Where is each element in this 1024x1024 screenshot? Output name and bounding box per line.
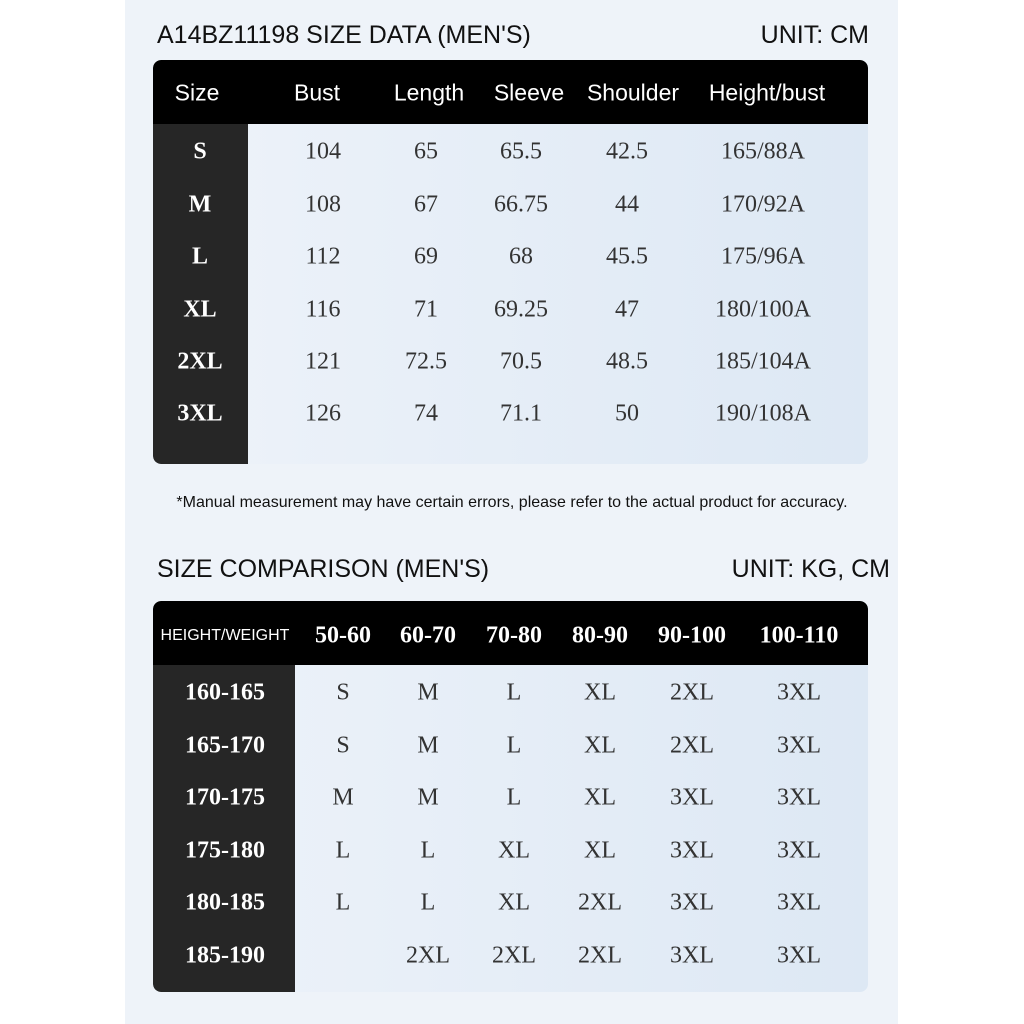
size-data-cell: 104 [305, 138, 341, 165]
comparison-header-cell: 60-70 [400, 622, 456, 649]
size-data-cell: 108 [305, 191, 341, 218]
size-data-title: A14BZ11198 SIZE DATA (MEN'S) [157, 21, 531, 49]
recommended-size-cell: XL [584, 732, 616, 759]
comparison-unit: UNIT: KG, CM [731, 555, 890, 583]
size-data-cell: 112 [305, 243, 341, 270]
size-data-unit: UNIT: CM [760, 21, 869, 49]
size-data-cell: 65.5 [500, 138, 542, 165]
recommended-size-cell: 2XL [670, 679, 714, 706]
size-data-cell: 74 [414, 400, 438, 427]
size-data-header-cell: Sleeve [493, 79, 565, 106]
height-range-label: 160-165 [185, 679, 265, 706]
size-data-cell: 165/88A [721, 138, 805, 165]
size-data-header-cell: Bust [293, 79, 341, 106]
recommended-size-cell: 3XL [777, 942, 821, 969]
size-data-cell: 67 [414, 191, 438, 218]
recommended-size-cell: L [420, 889, 436, 916]
height-range-label: 170-175 [185, 784, 265, 811]
size-data-cell: 44 [615, 191, 639, 218]
recommended-size-cell: 2XL [492, 942, 536, 969]
comparison-header-cell: 100-110 [759, 622, 839, 649]
size-data-cell: 68 [509, 243, 533, 270]
height-range-label: 175-180 [185, 837, 265, 864]
recommended-size-cell: 3XL [777, 889, 821, 916]
size-data-cell: 185/104A [715, 348, 811, 375]
size-data-cell: 70.5 [500, 348, 542, 375]
recommended-size-cell: L [506, 732, 522, 759]
comparison-header-cell: 90-100 [658, 622, 726, 649]
size-label: S [193, 138, 207, 165]
size-data-cell: 180/100A [715, 296, 811, 323]
comparison-header-cell: 70-80 [486, 622, 542, 649]
recommended-size-cell: S [336, 679, 350, 706]
recommended-size-cell: L [506, 784, 522, 811]
recommended-size-cell: XL [584, 679, 616, 706]
height-range-label: 165-170 [185, 732, 265, 759]
recommended-size-cell: 3XL [670, 889, 714, 916]
recommended-size-cell: 3XL [670, 784, 714, 811]
size-data-cell: 50 [615, 400, 639, 427]
size-data-cell: 47 [615, 296, 639, 323]
comparison-header-cell: 50-60 [315, 622, 371, 649]
recommended-size-cell: L [420, 837, 436, 864]
size-data-cell: 69 [414, 243, 438, 270]
size-label: M [188, 191, 212, 218]
recommended-size-cell: S [336, 732, 350, 759]
size-data-header-cell: Size [174, 79, 220, 106]
size-label: XL [183, 296, 217, 323]
recommended-size-cell: L [335, 837, 351, 864]
recommended-size-cell: M [417, 784, 439, 811]
size-data-cell: 190/108A [715, 400, 811, 427]
recommended-size-cell: 2XL [406, 942, 450, 969]
size-data-cell: 126 [305, 400, 341, 427]
size-data-cell: 71 [414, 296, 438, 323]
size-data-cell: 71.1 [500, 400, 542, 427]
recommended-size-cell: 2XL [578, 942, 622, 969]
measurement-note: *Manual measurement may have certain errors, please refer to the actual product for accuracy. [176, 494, 848, 511]
size-data-header-cell: Length [393, 79, 465, 106]
recommended-size-cell: M [332, 784, 354, 811]
recommended-size-cell: 3XL [777, 732, 821, 759]
size-data-cell: 170/92A [721, 191, 805, 218]
size-data-cell: 116 [305, 296, 341, 323]
recommended-size-cell: L [335, 889, 351, 916]
size-data-cell: 72.5 [405, 348, 447, 375]
recommended-size-cell: M [417, 679, 439, 706]
size-data-cell: 42.5 [606, 138, 648, 165]
recommended-size-cell: 2XL [670, 732, 714, 759]
size-data-cell: 66.75 [494, 191, 548, 218]
recommended-size-cell: L [506, 679, 522, 706]
size-data-header-cell: Height/bust [708, 79, 826, 106]
comparison-header-cell: 80-90 [572, 622, 628, 649]
recommended-size-cell: 3XL [777, 679, 821, 706]
height-range-label: 185-190 [185, 942, 265, 969]
recommended-size-cell: XL [584, 837, 616, 864]
size-data-cell: 65 [414, 138, 438, 165]
height-range-label: 180-185 [185, 889, 265, 916]
recommended-size-cell: 3XL [777, 837, 821, 864]
size-label: 2XL [177, 348, 223, 375]
size-data-cell: 69.25 [494, 296, 548, 323]
size-data-header-cell: Shoulder [586, 79, 680, 106]
size-data-table [153, 60, 868, 464]
recommended-size-cell: 3XL [670, 837, 714, 864]
size-data-cell: 175/96A [721, 243, 805, 270]
recommended-size-cell: XL [498, 889, 530, 916]
recommended-size-cell: XL [584, 784, 616, 811]
size-data-cell: 45.5 [606, 243, 648, 270]
comparison-header-cell: HEIGHT/WEIGHT [160, 627, 290, 644]
size-data-cell: 121 [305, 348, 341, 375]
recommended-size-cell: 2XL [578, 889, 622, 916]
recommended-size-cell: M [417, 732, 439, 759]
recommended-size-cell: 3XL [670, 942, 714, 969]
size-data-cell: 48.5 [606, 348, 648, 375]
size-label: 3XL [177, 400, 223, 427]
comparison-title: SIZE COMPARISON (MEN'S) [157, 555, 490, 583]
comparison-table [153, 601, 868, 992]
recommended-size-cell: 3XL [777, 784, 821, 811]
recommended-size-cell: XL [498, 837, 530, 864]
size-label: L [191, 243, 209, 270]
